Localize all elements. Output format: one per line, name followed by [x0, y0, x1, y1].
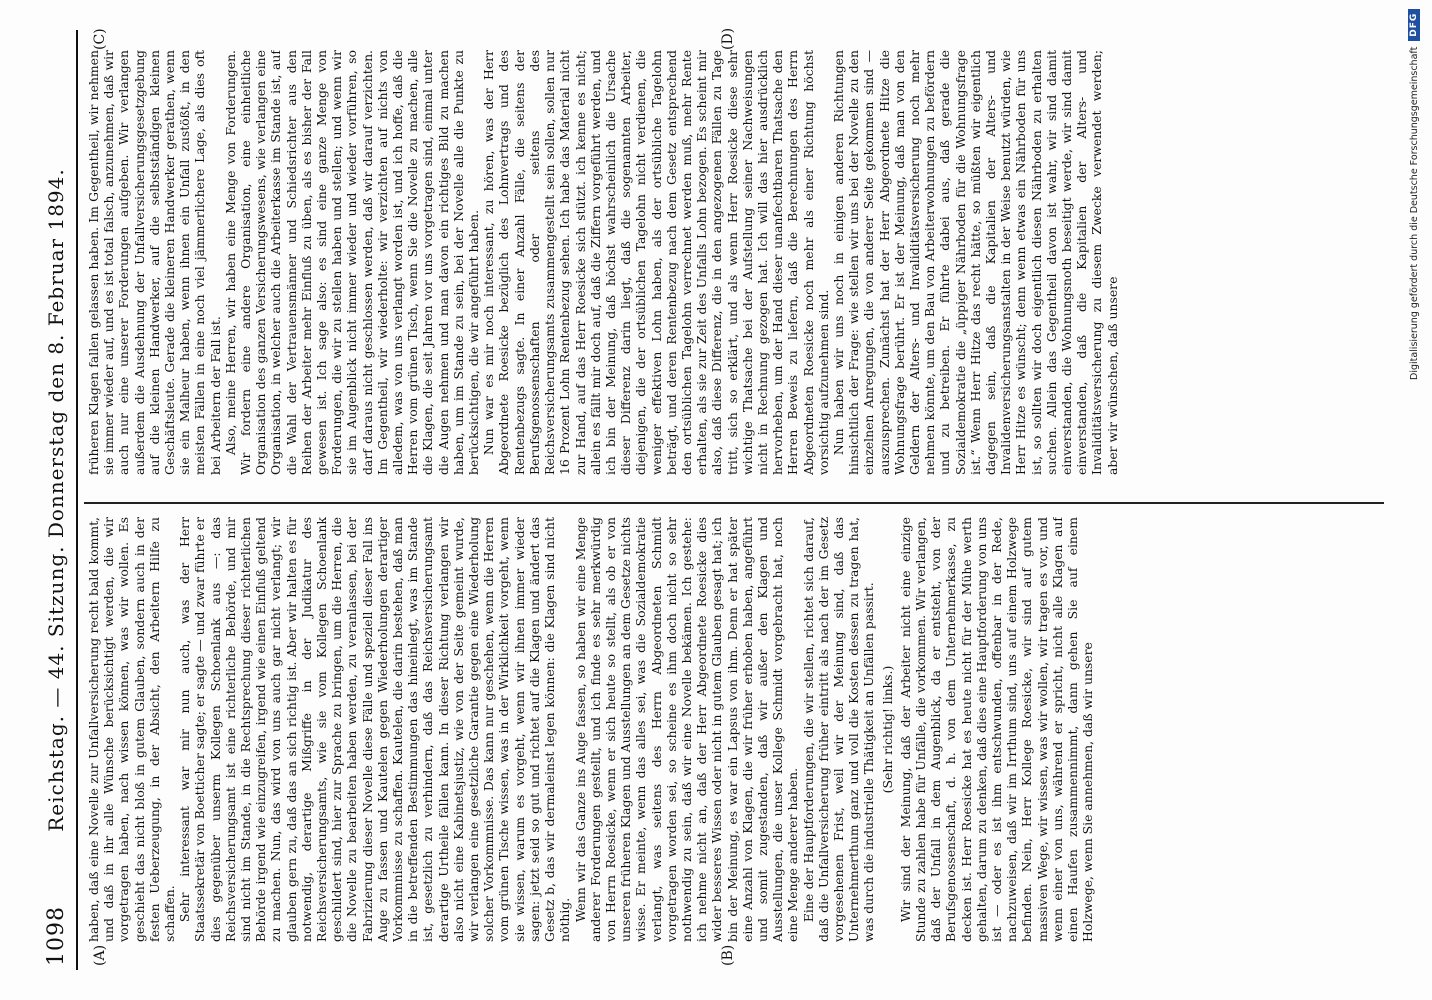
margin-marker-b: (B) — [720, 944, 736, 966]
digitization-note: Digitalisierung gefördert durch die Deutsche Forschungsgemeinschaft — [1408, 46, 1420, 380]
margin-marker-d: (D) — [720, 27, 736, 50]
right-column — [86, 50, 1386, 475]
margin-marker-a: (A) — [92, 944, 108, 966]
paragraph: Wenn wir das Ganze ins Auge fassen, so haben wir eine Menge anderer Forderungen gestellt, und ich finde es sehr merkwürdig von Herrn Roesicke, wenn er sich heute so stellt, als ob er von unseren früheren Klagen und Ausstellungen an dem Gesetze nichts wisse. Er meinte, wenn das alles sei, was die Sozialdemokratie verlangt, was seitens des Herrn Abgeordneten Schmidt vorgetragen worden sei, so scheine es ihm doch nicht so sehr nothwendig zu sein, daß wir eine Novelle bekämen. Ich gestehe: ich nehme nicht an, daß der Herr Abgeordnete Roesicke dies wider besseres Wissen oder nicht in gutem Glauben gesagt hat; ich bin der Meinung, es war ein Lapsus von ihm. Denn er hat später eine Anzahl von Klagen, die wir früher erhoben haben, angeführt und somit zugestanden, daß wir außer den Klagen und Ausstellungen, die unser Kollege Schmidt vorgebracht hat, noch eine Menge anderer haben. — [572, 517, 801, 942]
paragraph: (Sehr richtig! links.) — [879, 665, 895, 794]
paragraph: haben, daß eine Novelle zur Unfallversicherung recht bald kommt, und daß in ihr alle Wünsche berücksichtigt werden, die wir vorgetragen haben, nach wissen können, was wir wollen. Es geschieht das nicht bloß in gutem Glauben, sondern auch in der festen Ueberzeugung, in der Absicht, den Arbeitern Hilfe zu schaffen. — [86, 517, 178, 942]
page-number: 1098 — [44, 906, 69, 966]
digitization-stamp — [1408, 9, 1420, 380]
paragraph: Sehr interessant war mir nun auch, was der Herr Staatssekretär von Boetticher sagte; er sagte — und zwar führte er dies gegenüber unserm Kollegen Schoenlank aus —: das Reichsversicherungsamt ist eine richterliche Behörde, und mir sind nicht im Stande, in die Rechtsprechung dieser richterlichen Behörde irgend wie einzugreifen, irgend wie einen Einfluß geltend zu machen. Nun, das wird von uns auch gar nicht verlangt; wir glauben gern zu, daß das an sich richtig ist. Aber wir halten es für notwendig, derartige Mißgriffe in der Judikatur des Reichsversicherungsamts, wie sie vom Kollegen Schoenlank geschildert sind, hier zur Sprache zu bringen, um die Herren, die die Novelle zu bearbeiten haben werden, zu veranlassen, bei der Fabrizierung dieser Novelle diese Fälle und speziell dieser Fall ins Auge zu fassen und Kautelen gegen Wiederholungen derartiger Vorkommnisse zu schaffen. Kautelen, die darin bestehen, daß man in die betreffenden Bestimmungen das hineinlegt, was im Stande ist, gesetzlich zu verhindern, daß das Reichsversicherungsamt derartige Urtheile fällen kann. In dieser Richtung verlangen wir also nicht eine Kabinetsjustiz, wie von der Seite gemeint wurde, wir verlangen eine gesetzliche Garantie gegen eine Wiederholung solcher Vorkommnisse. Das kann nur geschehen, wenn die Herren vom grünen Tische wissen, was in der Wirklichkeit vorgeht, wenn sie wissen, warum es vorgeht, wenn wir ihnen immer wieder sagen: jetzt seid so gut und richtet auf die Klagen und ändert das Gesetz b, das wir dermaleinst legen können: die Klagen sind nicht nöthig. — [177, 517, 573, 942]
paragraph: früheren Klagen fallen gelassen haben. Im Gegentheil, wir nehmen sie immer wieder auf, und es ist total falsch, anzunehmen, daß wir auch nur eine unserer Forderungen aufgeben. Wir verlangen außerdem die Ausdehnung der Unfallversicherungsgesetzgebung auf die kleinen Handwerker, auf die selbstständigen kleinen Geschäftsleute. Gerade die kleineren Handwerker gerathen, wenn sie ein Malheur haben, wenn ihnen ein Unfall zustößt, in den meisten Fällen in eine noch viel jämmerlichere Lage, als dies oft bei Arbeitern der Fall ist. — [86, 50, 223, 475]
column-divider — [84, 503, 1384, 505]
paragraph: Nun haben wir uns noch in einigen anderen Richtungen hinsichtlich der Frage: wie stellen wir uns bei der Novelle zu den einzelnen Anregungen, die von anderer Seite gekommen sind — auszusprechen. Zunächst hat der Herr Abgeordnete Hitze die Wohnungsfrage berührt. Er ist der Meinung, daß man von den Geldern der Alters- und Invaliditätsversicherung noch mehr nehmen könnte, um den Bau von Arbeiterwohnungen zu befördern und zu betreiben. Er führte dabei aus, daß gerade die Sozialdemokratie die „üppiger Nährboden für die Wohnungsfrage ist.“ Wenn Herr Hitze das recht hätte, so müßten wir eigentlich dagegen sein, daß die Kapitalien der Alters- und Invalidenversicherungsanstalten in der Weise benutzt würden, wie Herr Hitze es wünscht; denn wenn etwas ein Nährboden für uns ist, so sollten wir doch eigentlich diesen Nährboden zu erhalten suchen. Allein das Gegentheil davon ist wahr, wir sind damit einverstanden, die Wohnungsnoth beseitigt werde, wir sind damit einverstanden, daß die Kapitalien der Alters- und Invaliditätsversicherung zu diesem Zwecke verwendet werden; aber wir wünschen, daß unsere — [830, 50, 1120, 475]
paragraph: Also, meine Herren, wir haben eine Menge von Forderungen. Wir fordern eine andere Organisation, eine einheitliche Organisation des ganzen Versicherungswesens, wie verlangen eine Organisation, in welcher auch die Arbeiterkasse im Stande ist, auf die Wahl der Vertrauensmänner und Schiedsrichter aus den Reihen der Arbeiter mehr Einfluß zu üben, als es bisher der Fall gewesen ist. Ich sage also: es sind eine ganze Menge von Forderungen, die wir zu stellen haben und stellen; und wenn wir sie im Augenblick nicht immer wieder und wieder vorführen, so darf daraus nicht geschlossen werden, daß wir darauf verzichten. Im Gegentheil, wir wiederholte: wir verzichten auf nichts von alledem, was von uns verlangt worden ist, und ich hoffe, daß die Herren vom grünen Tisch, wenn Sie die Novelle zu machen, alle die Klagen, die seit Jahren vor uns vorgetragen sind, einmal unter die Augen nehmen und man davon ein richtiges Bild zu machen haben, um im Stande zu sein, bei der Novelle alle die Punkte zu berücksichtigen, die wir angeführt haben. — [222, 50, 482, 475]
paragraph: Nun war es mir noch interessant, zu hören, was der Herr Abgeordnete Roesicke bezüglich des Lohnvertrags und des Rentenbezugs sagte. In einer Anzahl Fälle, die seitens der Berufsgenossenschaften oder seitens des Reichsversicherungsamts zusammengestellt sein sollen, sollen nur 16 Prozent Lohn Rentenbezug sehen. Ich habe das Material nicht zur Hand, auf das Herr Roesicke sich stützt. ich kenne es nicht; allein es fällt mir doch auf, daß die Ziffern vorgeführt werden, und ich bin der Meinung, daß höchst wahrscheinlich die Ursache dieser Differenz darin liegt, daß die sogenannten Arbeiter, diejenigen, die der ortsüblichen Tagelohn nicht verdienen, die weniger effektiven Lohn haben, als der ortsübliche Tagelohn beträgt, und deren Rentenbezug nach dem Gesetz entsprechend den ortsüblichen Tagelohn verrechnet werden muß, mehr Rente erhalten, als sie zur Zeit des Unfalls Lohn bezogen. Es scheint mir also, daß diese Differenz, die in den angezogenen Fällen zu Tage tritt, sich so erklärt, und als wenn Herr Roesicke diese sehr wichtige Thatsache bei der Aufstellung seiner Nachweisungen nicht in Rechnung gezogen hat. Ich will das hier ausdrücklich hervorheben, um der Hand dieser unanfechtbaren Thatsache den Herren Beweis zu liefern, daß die Berechnungen des Herrn Abgeordneten Roesicke noch mehr als einer Richtung höchst vorsichtig aufzunehmen sind. — [481, 50, 831, 475]
running-header: Reichstag. — 44. Sitzung. Donnerstag den 8. Februar 1894. — [44, 168, 68, 832]
paragraph: Eine der Hauptforderungen, die wir stellen, richtet sich darauf, daß die Unfallversicherung früher eintritt als nach der im Gesetz vorgesehenen Frist, weil wir der Meinung sind, daß das Unternehmerthum ganz und voll die Kosten dessen zu tragen hat, was durch die industrielle Thätigkeit an Unfällen passirt. — [800, 517, 877, 942]
left-column — [86, 517, 1386, 942]
dfg-logo: DFG — [1408, 9, 1420, 41]
paragraph: Wir sind der Meinung, daß der Arbeiter nicht eine einzige Stunde zu zahlen habe für Unfälle, die vorkommen. Wir verlangen, daß der Unfall in dem Augenblick, da er entsteht, von der Berufsgenossenschaft, d. h. von dem Unternehmerkasse, zu decken ist. Herr Roesicke hat es heute nicht für der Mühe werth gehalten, darum zu denken, daß dies eine Hauptforderung von uns ist — oder es ist ihm entschwunden, offenbar in der Rede, nachzuweisen, daß wir im Irrthum sind, uns auf einem Holzwege befinden. Nein, Herr Kollege Roesicke, wir sind auf gutem massiven Wege, wir wissen, was wir wollen, wir tragen es vor, und wenn einer von uns, während er spricht, nicht alle Klagen auf einen Haufen zusammennimmt, dann gehen Sie auf einem Holzwege, wenn Sie annehmen, daß wir unsere — [897, 517, 1096, 942]
header-rule — [76, 30, 78, 970]
margin-marker-c: (C) — [92, 28, 108, 50]
